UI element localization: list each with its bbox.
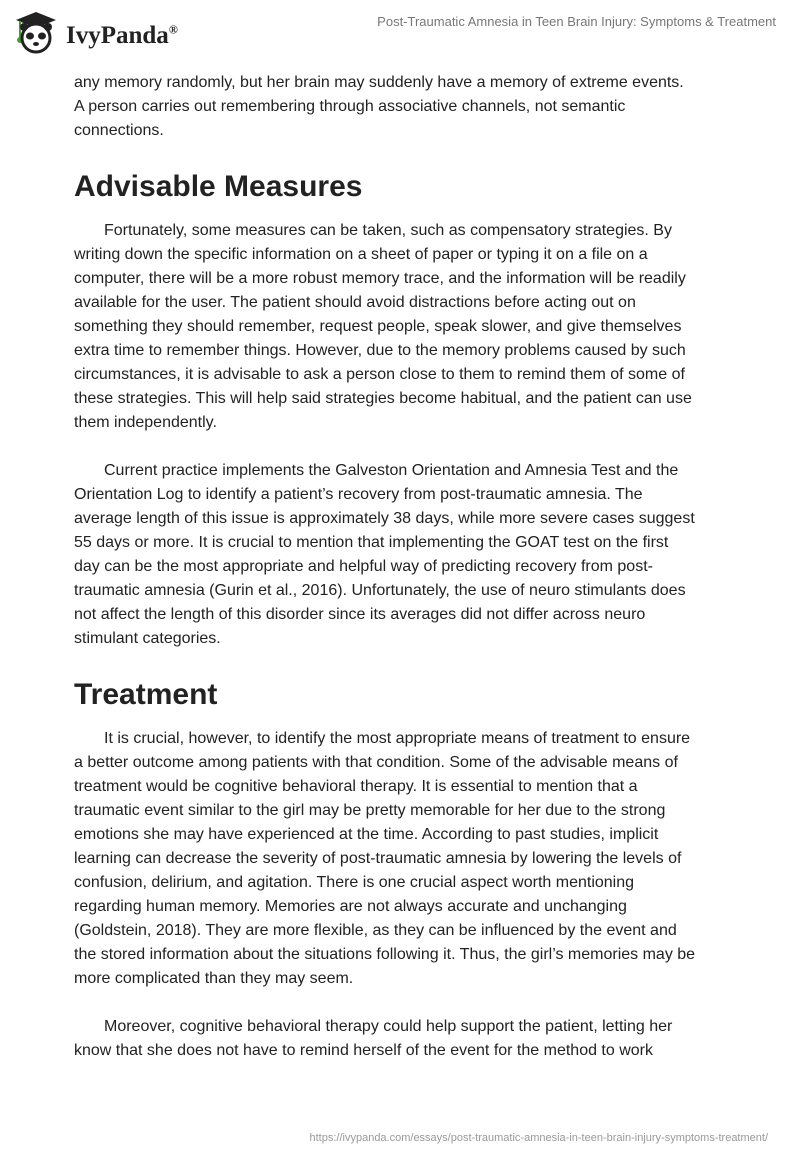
text-line: computer, there will be a more robust memory trace, and the information will be readily [74, 270, 686, 287]
article-body [74, 71, 734, 1087]
section-heading: Treatment [74, 678, 218, 711]
intro-paragraph [74, 71, 734, 143]
text-line: Moreover, cognitive behavioral therapy could help support the patient, letting her [104, 1018, 673, 1035]
text-line: these strategies. This will help said strategies become habitual, and the patient can use [74, 390, 692, 407]
text-line: extra time to remember things. However, due to the memory problems caused by such [74, 342, 686, 359]
brand-name [66, 22, 178, 50]
source-url[interactable]: https://ivypanda.com/essays/post-traumatic-amnesia-in-teen-brain-injury-symptoms-treatment/ [309, 1132, 768, 1144]
panda-logo-icon [12, 8, 60, 56]
brand-text: IvyPanda [66, 22, 169, 49]
text-line: confusion, delirium, and agitation. There is one crucial aspect worth mentioning [74, 874, 635, 891]
paragraph [74, 459, 734, 651]
text-line: know that she does not have to remind herself of the event for the method to work [74, 1042, 653, 1059]
text-line: traumatic event similar to the girl may be pretty memorable for her due to the strong [74, 802, 666, 819]
text-line: the stored information about the situations following it. Thus, the girl’s memories may be [74, 946, 696, 963]
text-line: any memory randomly, but her brain may suddenly have a memory of extreme events. [74, 74, 684, 91]
text-line: emotions she may have experienced at the time. According to past studies, implicit [74, 826, 659, 843]
text-line: treatment would be cognitive behavioral therapy. It is essential to mention that a [74, 778, 638, 795]
text-line: not affect the length of this disorder since its averages did not differ across neuro [74, 606, 646, 623]
logo[interactable] [12, 8, 178, 56]
text-line: more complicated than they may seem. [74, 970, 354, 987]
text-line: Fortunately, some measures can be taken, such as compensatory strategies. By [104, 222, 672, 239]
text-line: regarding human memory. Memories are not always accurate and unchanging [74, 898, 627, 915]
text-line: circumstances, it is advisable to ask a person close to them to remind them of some of [74, 366, 685, 383]
registered-mark: ® [168, 22, 178, 37]
text-line: day can be the most appropriate and helpful way of predicting recovery from post- [74, 558, 653, 575]
text-line: something they should remember, request people, speak slower, and give themselves [74, 318, 682, 335]
text-line: Orientation Log to identify a patient’s recovery from post-traumatic amnesia. The [74, 486, 643, 503]
paragraph [74, 219, 734, 435]
text-line: (Goldstein, 2018). They are more flexible, as they can be influenced by the event and [74, 922, 677, 939]
text-line: available for the user. The patient should avoid distractions before acting out on [74, 294, 636, 311]
text-line: A person carries out remembering through associative channels, not semantic [74, 98, 626, 115]
text-line: a better outcome among patients with that condition. Some of the advisable means of [74, 754, 678, 771]
text-line: writing down the specific information on a sheet of paper or typing it on a file on a [74, 246, 648, 263]
text-line: them independently. [74, 414, 217, 431]
section-heading: Advisable Measures [74, 170, 363, 203]
text-line: average length of this issue is approximately 38 days, while more severe cases suggest [74, 510, 695, 527]
text-line: It is crucial, however, to identify the most appropriate means of treatment to ensure [104, 730, 691, 747]
header [0, 0, 800, 60]
text-line: Current practice implements the Galveston Orientation and Amnesia Test and the [104, 462, 679, 479]
text-line: 55 days or more. It is crucial to mention that implementing the GOAT test on the first [74, 534, 669, 551]
text-line: learning can decrease the severity of post-traumatic amnesia by lowering the levels of [74, 850, 682, 867]
document-title: Post-Traumatic Amnesia in Teen Brain Injury: Symptoms & Treatment [377, 14, 776, 29]
text-line: stimulant categories. [74, 630, 221, 647]
paragraph [74, 727, 734, 991]
text-line: traumatic amnesia (Gurin et al., 2016). Unfortunately, the use of neuro stimulants does [74, 582, 686, 599]
paragraph [74, 1015, 734, 1063]
text-line: connections. [74, 122, 164, 139]
